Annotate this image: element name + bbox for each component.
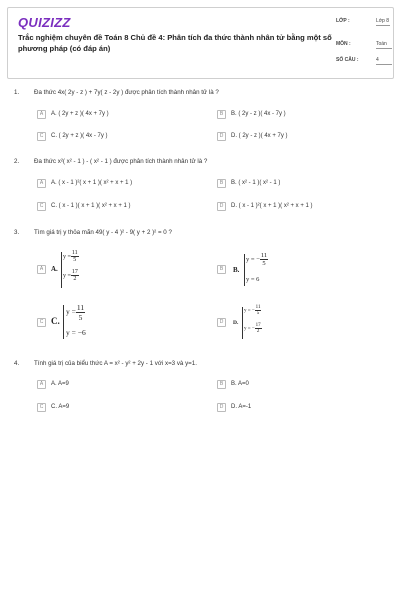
class-value: Lớp 8 [376, 18, 390, 24]
system-row-1: y = $\frac{11}{5}$ [66, 303, 85, 322]
system-row-2: y = 6 [246, 276, 260, 283]
option-3a-system [51, 250, 101, 290]
question-number: 1. [14, 89, 20, 96]
option-letter-box[interactable]: B [217, 380, 226, 389]
question-text: Đa thức 4x( 2y - z ) + 7y( z - 2y ) được phân tích thành nhân tử là ? [34, 89, 219, 96]
option-3d-system [233, 305, 283, 341]
option-text: B. ( 2y - z )( 4x - 7y ) [231, 111, 286, 117]
option-text: C. A=9 [51, 404, 70, 410]
option-letter-box[interactable]: C [37, 318, 46, 327]
question-number: 2. [14, 158, 20, 165]
option-letter-box[interactable]: C [37, 403, 46, 412]
system-row-2: y = − $\frac{17}{2}$ [244, 323, 261, 334]
option-letter-box[interactable]: D [217, 318, 226, 327]
subject-label: MÔN : [336, 41, 351, 47]
question-text: Đa thức x²( x² - 1 ) - ( x² - 1 ) được phân tích thành nhân tử là ? [34, 158, 208, 165]
option-letter-box[interactable]: C [37, 132, 46, 141]
system-brace [63, 305, 64, 339]
option-label: D. [233, 320, 239, 326]
option-label: C. [51, 316, 60, 326]
option-text: C. ( 2y + z )( 4x - 7y ) [51, 133, 108, 139]
count-label: SỐ CÂU : [336, 57, 359, 63]
system-row-2: y = −6 [66, 328, 86, 337]
system-row-1: y = − $\frac{11}{5}$ [246, 252, 268, 267]
option-3c-system [51, 303, 101, 341]
question-text: Tính giá trị của biểu thức A = x² - y² + 2y - 1 với x=3 và y=1. [34, 360, 197, 367]
option-letter-box[interactable]: A [37, 380, 46, 389]
option-3b-system [233, 252, 283, 288]
worksheet-title: Trắc nghiệm chuyên đề Toán 8 Chủ đề 4: Phân tích đa thức thành nhân tử bằng một số phương pháp (có đáp án) [18, 33, 332, 53]
option-text: B. ( x² - 1 )( x² - 1 ) [231, 180, 281, 186]
option-letter-box[interactable]: D [217, 132, 226, 141]
subject-value: Toán [376, 41, 392, 49]
option-letter-box[interactable]: B [217, 265, 226, 274]
option-letter-box[interactable]: D [217, 202, 226, 211]
class-label: LỚP : [336, 18, 350, 24]
question-number: 3. [14, 229, 20, 236]
question-number: 4. [14, 360, 20, 367]
question-text: Tìm giá trị y thỏa mãn 49( y - 4 )² - 9( y + 2 )² = 0 ? [34, 229, 172, 236]
option-letter-box[interactable]: B [217, 110, 226, 119]
option-text: D. ( x - 1 )²( x + 1 )( x² + x + 1 ) [231, 203, 313, 209]
option-text: B. A=0 [231, 381, 249, 387]
option-letter-box[interactable]: C [37, 202, 46, 211]
worksheet-header [7, 7, 394, 79]
option-letter-box[interactable]: A [37, 179, 46, 188]
option-letter-box[interactable]: A [37, 110, 46, 119]
system-row-2: y = $\frac{17}{2}$ [63, 269, 78, 282]
system-brace [244, 254, 245, 286]
option-label: B. [233, 266, 240, 274]
option-text: A. ( 2y + z )( 4x + 7y ) [51, 111, 109, 117]
count-value: 4 [376, 57, 392, 65]
system-row-1: y = $\frac{11}{5}$ [63, 250, 78, 263]
option-label: A. [51, 265, 58, 273]
option-text: A. ( x - 1 )²( x + 1 )( x² + x + 1 ) [51, 180, 133, 186]
option-text: A. A=9 [51, 381, 69, 387]
option-letter-box[interactable]: B [217, 179, 226, 188]
option-letter-box[interactable]: A [37, 265, 46, 274]
system-brace [242, 307, 243, 339]
system-row-1: y = − $\frac{11}{5}$ [244, 305, 261, 316]
option-text: C. ( x - 1 )( x + 1 )( x² + x + 1 ) [51, 203, 131, 209]
option-text: D. ( 2y - z )( 4x + 7y ) [231, 133, 288, 139]
option-letter-box[interactable]: D [217, 403, 226, 412]
quizizz-logo: QUIZIZZ [18, 15, 71, 30]
system-brace [61, 252, 62, 288]
option-text: D. A=-1 [231, 404, 252, 410]
